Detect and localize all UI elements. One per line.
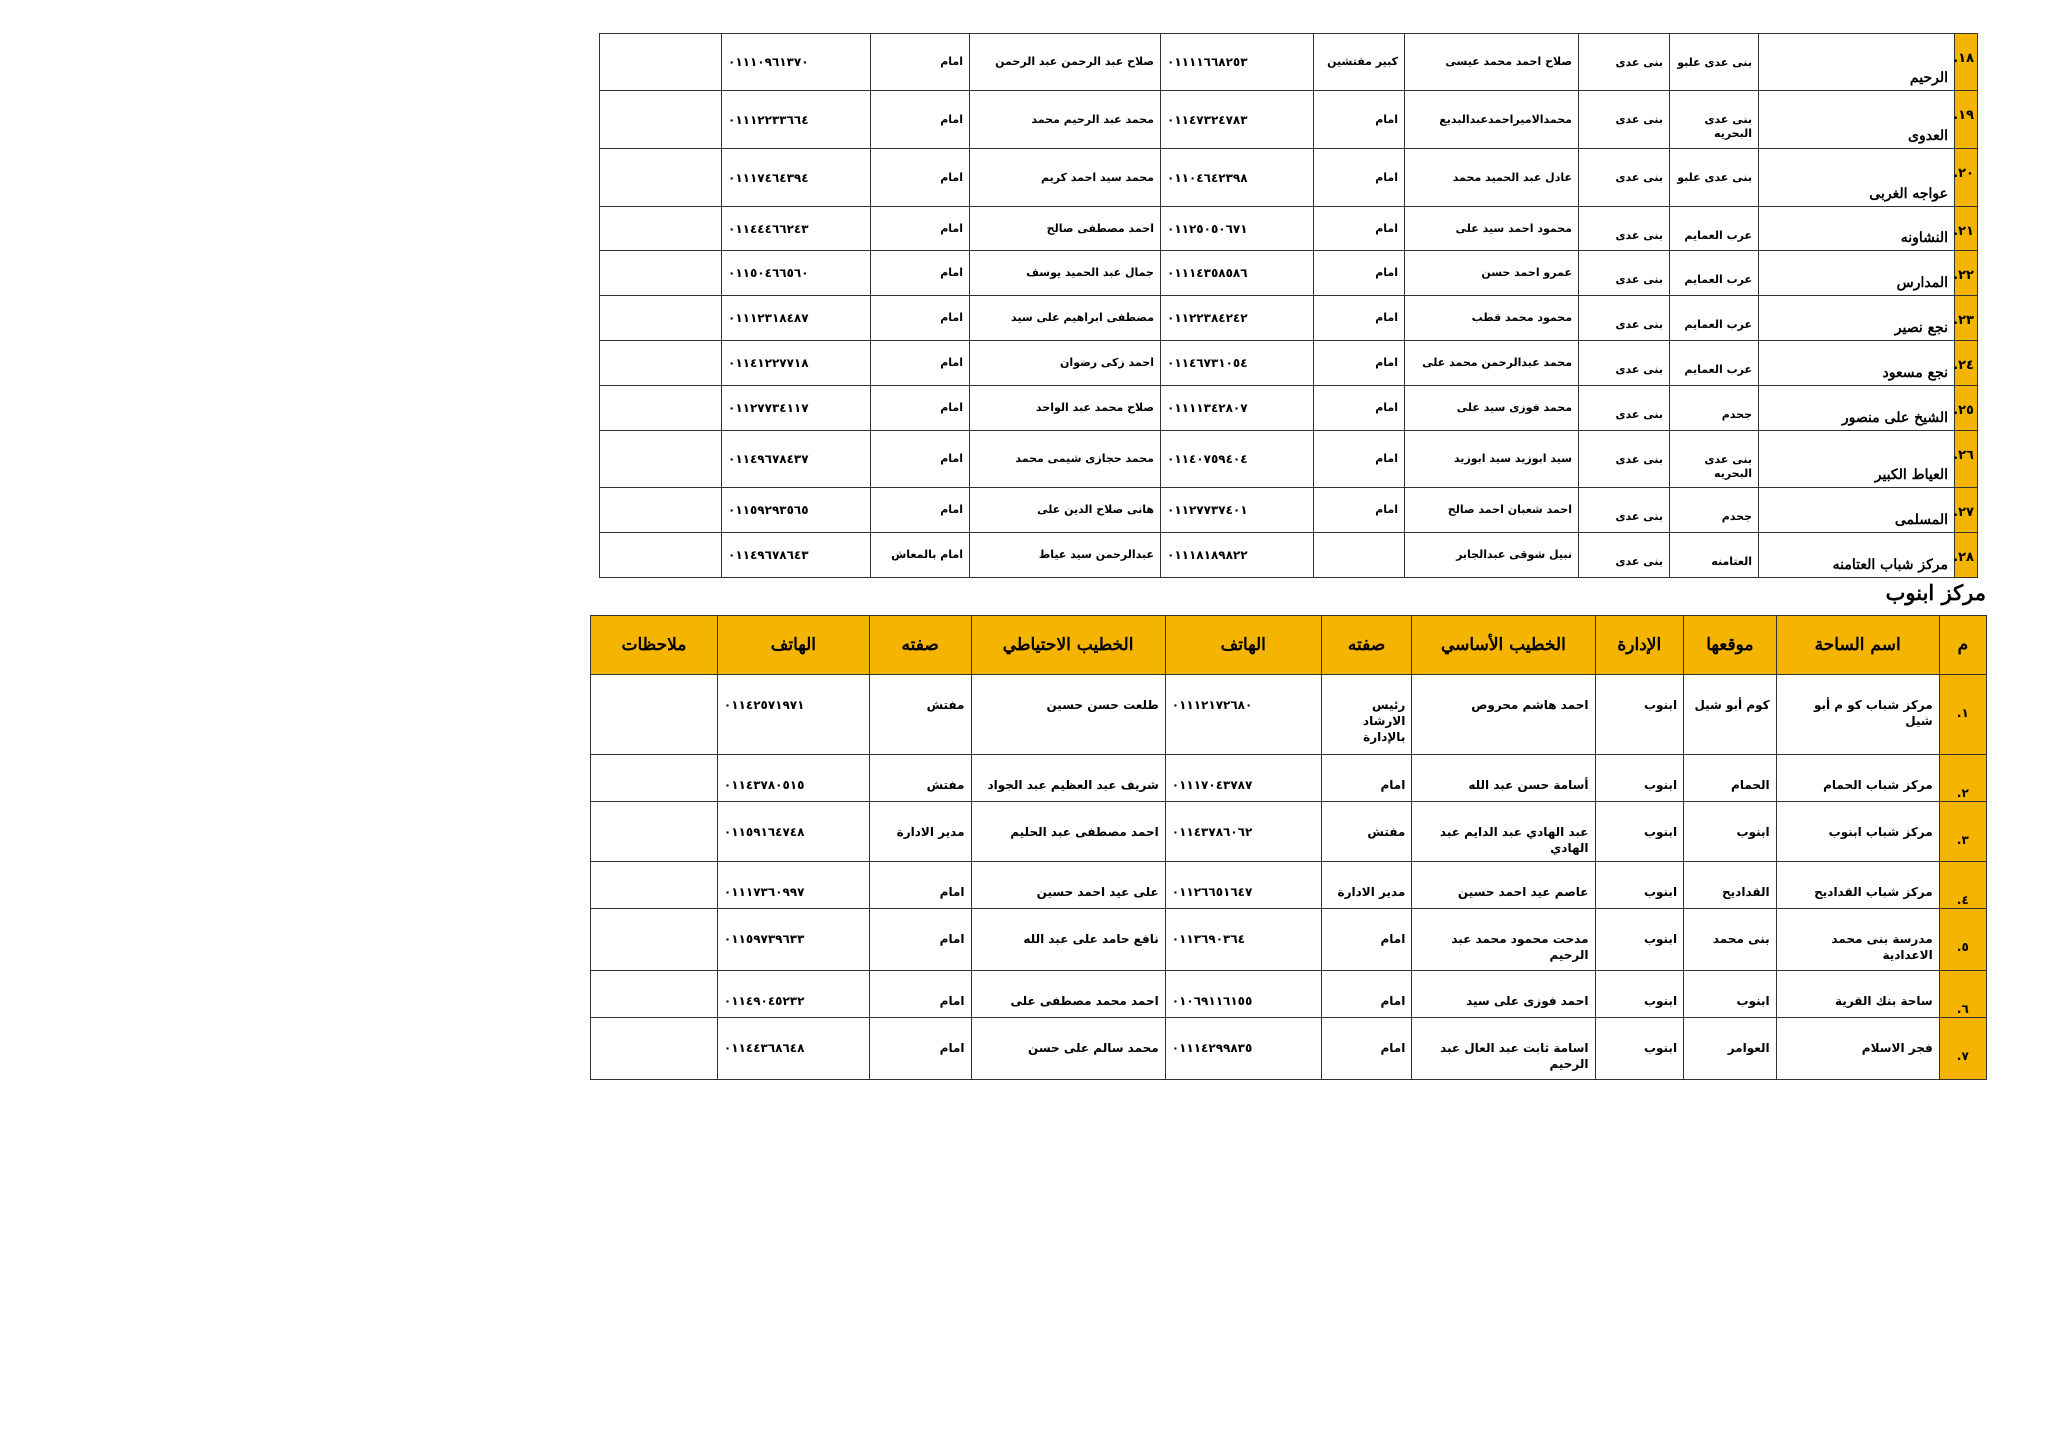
cell-backup-title: امام [871,386,970,431]
cell-admin: ابنوب [1595,755,1684,802]
cell-backup-phone: ٠١١٢٧٧٣٤١١٧ [722,386,871,431]
cell-num: ٢٥. [1955,386,1978,431]
cell-backup-phone: ٠١١٤٩٠٤٥٢٣٢ [717,971,869,1018]
cell-main-speaker: عادل عبد الحميد محمد [1405,149,1579,207]
cell-name: مدرسة بنى محمد الاعدادية [1776,909,1939,971]
cell-backup-title: مدير الادارة [869,802,971,862]
cell-main-title: امام [1321,755,1412,802]
table-row [591,862,1987,909]
cell-backup-title: امام [869,862,971,909]
table-row [600,34,1978,91]
cell-main-speaker: محمد فوزى سيد على [1405,386,1579,431]
cell-main-title: امام [1321,909,1412,971]
cell-main-speaker: اسامة ثابت عبد العال عبد الرحيم [1412,1018,1595,1080]
cell-main-phone: ٠١١١٤٢٩٩٨٣٥ [1165,1018,1321,1080]
cell-main-phone: ٠١١١٤٣٥٨٥٨٦ [1161,251,1314,296]
header-backup-title: صفته [869,616,971,675]
cell-location: عرب العمايم [1670,341,1759,386]
cell-admin: بنى عدى [1579,91,1670,149]
cell-num: ٣. [1939,802,1986,862]
table-row [600,149,1978,207]
cell-main-phone: ٠١١٤٠٧٥٩٤٠٤ [1161,431,1314,488]
cell-num: ٧. [1939,1018,1986,1080]
cell-backup-speaker: احمد محمد مصطفى على [971,971,1165,1018]
cell-backup-phone: ٠١١٥٩١٦٤٧٤٨ [717,802,869,862]
cell-backup-phone: ٠١١١٧٣٦٠٩٩٧ [717,862,869,909]
cell-num: ٢. [1939,755,1986,802]
cell-num: ٢٣. [1955,296,1978,341]
cell-empty [600,296,722,341]
cell-notes [591,971,718,1018]
cell-num: ٢٤. [1955,341,1978,386]
cell-admin: بنى عدى [1579,386,1670,431]
cell-location: العوامر [1684,1018,1777,1080]
header-backup-speaker: الخطيب الاحتياطي [971,616,1165,675]
cell-location: الحمام [1684,755,1777,802]
cell-backup-title: امام [871,341,970,386]
cell-location: القداديح [1684,862,1777,909]
cell-backup-speaker: على عيد احمد حسين [971,862,1165,909]
cell-location: كوم أبو شيل [1684,675,1777,755]
cell-empty [600,386,722,431]
cell-num: ٦. [1939,971,1986,1018]
cell-admin: بنى عدى [1579,207,1670,251]
cell-backup-phone: ٠١١١٠٩٦١٣٧٠ [722,34,871,91]
cell-backup-phone: ٠١١٤٩٦٧٨٤٣٧ [722,431,871,488]
cell-main-title: امام [1314,251,1405,296]
cell-name: مركز شباب كو م أبو شيل [1776,675,1939,755]
cell-admin: بنى عدى [1579,533,1670,578]
cell-main-title: امام [1314,207,1405,251]
table-row [591,1018,1987,1080]
cell-name: نجع نصير [1759,296,1955,341]
cell-location: العتامنه [1670,533,1759,578]
cell-backup-title: امام [871,296,970,341]
cell-backup-phone: ٠١١٥٩٧٣٩٦٣٣ [717,909,869,971]
cell-backup-speaker: صلاح عبد الرحمن عبد الرحمن [970,34,1161,91]
cell-main-phone: ٠١١٢٥٠٥٠٦٧١ [1161,207,1314,251]
cell-backup-phone: ٠١١٤٤٣٦٨٦٤٨ [717,1018,869,1080]
cell-location: جحدم [1670,488,1759,533]
cell-location: بنى محمد [1684,909,1777,971]
cell-backup-phone: ٠١١٥٠٤٦٦٥٦٠ [722,251,871,296]
cell-main-phone: ٠١١٢٦٦٥١٦٤٧ [1165,862,1321,909]
cell-admin: ابنوب [1595,909,1684,971]
upper-table [599,33,1978,578]
cell-admin: بنى عدى [1579,488,1670,533]
cell-admin: بنى عدى [1579,341,1670,386]
cell-main-phone: ٠١١١٧٠٤٣٧٨٧ [1165,755,1321,802]
cell-name: الشيخ على منصور [1759,386,1955,431]
cell-notes [591,675,718,755]
cell-backup-speaker: احمد زكى رضوان [970,341,1161,386]
table-row [600,296,1978,341]
cell-empty [600,533,722,578]
cell-admin: بنى عدى [1579,296,1670,341]
cell-main-phone: ٠١٠٦٩١١٦١٥٥ [1165,971,1321,1018]
cell-num: ٢٢. [1955,251,1978,296]
table-row [600,488,1978,533]
cell-main-phone: ٠١١٢٧٧٣٧٤٠١ [1161,488,1314,533]
cell-main-phone: ٠١١٤٧٣٢٤٧٨٣ [1161,91,1314,149]
cell-empty [600,341,722,386]
cell-location: عرب العمايم [1670,251,1759,296]
cell-main-phone: ٠١١٣٦٩٠٣٦٤ [1165,909,1321,971]
cell-main-phone: ٠١١٠٤٦٤٢٣٩٨ [1161,149,1314,207]
cell-backup-title: مفتش [869,675,971,755]
cell-main-phone: ٠١١١١٦٦٨٢٥٣ [1161,34,1314,91]
cell-num: ٢٧. [1955,488,1978,533]
cell-backup-phone: ٠١١٤٤٤٦٦٢٤٣ [722,207,871,251]
cell-name: فجر الاسلام [1776,1018,1939,1080]
header-location: موقعها [1684,616,1777,675]
table-row [591,909,1987,971]
cell-main-title: امام [1314,91,1405,149]
table-row [600,341,1978,386]
cell-location: ابنوب [1684,802,1777,862]
cell-name: العدوى [1759,91,1955,149]
table-row [591,802,1987,862]
cell-main-title: كبير مفتشين [1314,34,1405,91]
cell-main-phone: ٠١١١٢١٧٢٦٨٠ [1165,675,1321,755]
cell-location: بنى عدى علبو [1670,149,1759,207]
cell-main-speaker: سيد ابوزيد سيد ابوزيد [1405,431,1579,488]
cell-backup-phone: ٠١١٥٩٢٩٣٥٦٥ [722,488,871,533]
cell-backup-speaker: شريف عبد العظيم عبد الجواد [971,755,1165,802]
cell-name: مركز شباب القداديح [1776,862,1939,909]
cell-backup-speaker: احمد مصطفى عبد الحليم [971,802,1165,862]
cell-backup-speaker: مصطفى ابراهيم على سيد [970,296,1161,341]
cell-backup-phone: ٠١١٤٢٥٧١٩٧١ [717,675,869,755]
cell-notes [591,755,718,802]
cell-main-title: امام [1314,149,1405,207]
cell-backup-speaker: عبدالرحمن سيد عياط [970,533,1161,578]
cell-backup-title: امام بالمعاش [871,533,970,578]
cell-main-title: امام [1314,341,1405,386]
cell-num: ٥. [1939,909,1986,971]
cell-backup-phone: ٠١١١٢٣١٨٤٨٧ [722,296,871,341]
cell-empty [600,207,722,251]
cell-num: ٢٠. [1955,149,1978,207]
table-row [600,533,1978,578]
cell-name: عواجه الغربى [1759,149,1955,207]
cell-location: عرب العمايم [1670,207,1759,251]
cell-num: ٢٦. [1955,431,1978,488]
cell-main-speaker: عمرو احمد حسن [1405,251,1579,296]
section-title: مركز ابنوب [1885,580,1986,605]
cell-location: ابنوب [1684,971,1777,1018]
cell-name: العياط الكبير [1759,431,1955,488]
cell-backup-title: امام [869,1018,971,1080]
table-row [600,207,1978,251]
cell-main-phone: ٠١١١١٣٤٢٨٠٧ [1161,386,1314,431]
cell-backup-speaker: هانى صلاح الدين على [970,488,1161,533]
cell-main-speaker: محمد عبدالرحمن محمد على [1405,341,1579,386]
cell-backup-title: امام [869,909,971,971]
cell-main-title: امام [1314,296,1405,341]
cell-admin: بنى عدى [1579,431,1670,488]
table-row [591,971,1987,1018]
cell-location: جحدم [1670,386,1759,431]
cell-main-title: امام [1321,971,1412,1018]
cell-backup-phone: ٠١١٤١٢٢٧٧١٨ [722,341,871,386]
cell-admin: بنى عدى [1579,149,1670,207]
cell-main-speaker: صلاح احمد محمد عيسى [1405,34,1579,91]
cell-backup-speaker: محمد حجازى شيمى محمد [970,431,1161,488]
cell-admin: ابنوب [1595,862,1684,909]
cell-main-phone: ٠١١٤٣٧٨٦٠٦٢ [1165,802,1321,862]
cell-empty [600,488,722,533]
cell-name: المدارس [1759,251,1955,296]
cell-empty [600,34,722,91]
cell-num: ٢٨. [1955,533,1978,578]
cell-name: مركز شباب ابنوب [1776,802,1939,862]
cell-main-title: امام [1314,488,1405,533]
cell-num: ٢١. [1955,207,1978,251]
cell-backup-phone: ٠١١١٢٢٣٣٦٦٤ [722,91,871,149]
cell-main-title: امام [1314,431,1405,488]
header-row [591,616,1987,675]
table-row [600,431,1978,488]
cell-backup-title: مفتش [869,755,971,802]
cell-backup-title: امام [871,207,970,251]
cell-admin: ابنوب [1595,1018,1684,1080]
cell-backup-title: امام [869,971,971,1018]
cell-name: الرحيم [1759,34,1955,91]
cell-backup-speaker: محمد سيد احمد كريم [970,149,1161,207]
cell-main-title: مدير الادارة [1321,862,1412,909]
cell-backup-phone: ٠١١٤٣٧٨٠٥١٥ [717,755,869,802]
cell-backup-speaker: نافع حامد على عبد الله [971,909,1165,971]
cell-name: المسلمى [1759,488,1955,533]
cell-backup-speaker: صلاح محمد عبد الواحد [970,386,1161,431]
cell-empty [600,149,722,207]
cell-main-title: رئيس الارشاد بالإدارة [1321,675,1412,755]
cell-main-phone: ٠١١٤٦٧٣١٠٥٤ [1161,341,1314,386]
cell-backup-title: امام [871,34,970,91]
cell-admin: ابنوب [1595,971,1684,1018]
cell-main-speaker: محمدالاميراحمدعبدالبديع [1405,91,1579,149]
cell-backup-speaker: محمد عبد الرحيم محمد [970,91,1161,149]
cell-backup-title: امام [871,91,970,149]
cell-main-speaker: نبيل شوقى عبدالجابر [1405,533,1579,578]
cell-name: ساحة بنك القرية [1776,971,1939,1018]
cell-main-speaker: احمد فوزى على سيد [1412,971,1595,1018]
cell-admin: بنى عدى [1579,34,1670,91]
cell-main-title: امام [1321,1018,1412,1080]
cell-main-speaker: عاصم عيد احمد حسين [1412,862,1595,909]
cell-main-speaker: محمود محمد قطب [1405,296,1579,341]
table-row [600,251,1978,296]
cell-main-speaker: عبد الهادي عبد الدايم عبد الهادي [1412,802,1595,862]
table-row [591,675,1987,755]
header-backup-phone: الهاتف [717,616,869,675]
table-row [600,386,1978,431]
header-name: اسم الساحة [1776,616,1939,675]
cell-backup-phone: ٠١١١٧٤٦٤٣٩٤ [722,149,871,207]
cell-empty [600,91,722,149]
cell-main-speaker: محمود احمد سيد على [1405,207,1579,251]
header-main-phone: الهاتف [1165,616,1321,675]
cell-backup-speaker: محمد سالم على حسن [971,1018,1165,1080]
header-num: م [1939,616,1986,675]
cell-backup-phone: ٠١١٤٩٦٧٨٦٤٣ [722,533,871,578]
header-notes: ملاحظات [591,616,718,675]
cell-main-speaker: أسامة حسن عبد الله [1412,755,1595,802]
cell-num: ١٨. [1955,34,1978,91]
cell-name: النشاونه [1759,207,1955,251]
cell-admin: ابنوب [1595,802,1684,862]
table-row [600,91,1978,149]
header-main-title: صفته [1321,616,1412,675]
cell-backup-title: امام [871,251,970,296]
cell-main-phone: ٠١١٢٢٣٨٤٢٤٢ [1161,296,1314,341]
cell-notes [591,909,718,971]
header-main-speaker: الخطيب الأساسي [1412,616,1595,675]
cell-num: ١٩. [1955,91,1978,149]
cell-empty [600,251,722,296]
cell-main-speaker: احمد شعبان احمد صالح [1405,488,1579,533]
table-row [591,755,1987,802]
cell-backup-title: امام [871,149,970,207]
cell-main-speaker: احمد هاشم محروص [1412,675,1595,755]
cell-name: مركز شباب الحمام [1776,755,1939,802]
cell-notes [591,1018,718,1080]
cell-backup-speaker: احمد مصطفى صالح [970,207,1161,251]
header-admin: الإدارة [1595,616,1684,675]
cell-main-speaker: مدحت محمود محمد عبد الرحيم [1412,909,1595,971]
cell-main-title: امام [1314,386,1405,431]
cell-location: بنى عدى علبو [1670,34,1759,91]
cell-admin: بنى عدى [1579,251,1670,296]
cell-main-phone: ٠١١١٨١٨٩٨٢٢ [1161,533,1314,578]
cell-location: بنى عدى البحريه [1670,91,1759,149]
cell-main-title: مفتش [1321,802,1412,862]
cell-num: ١. [1939,675,1986,755]
cell-location: بنى عدى البحريه [1670,431,1759,488]
cell-backup-speaker: جمال عبد الحميد يوسف [970,251,1161,296]
cell-num: ٤. [1939,862,1986,909]
cell-notes [591,862,718,909]
cell-admin: ابنوب [1595,675,1684,755]
cell-backup-title: امام [871,431,970,488]
cell-empty [600,431,722,488]
cell-name: نجع مسعود [1759,341,1955,386]
abnoub-table [590,615,1987,1080]
cell-location: عرب العمايم [1670,296,1759,341]
cell-notes [591,802,718,862]
cell-main-title [1314,533,1405,578]
cell-backup-title: امام [871,488,970,533]
cell-name: مركز شباب العتامنه [1759,533,1955,578]
cell-backup-speaker: طلعت حسن حسين [971,675,1165,755]
